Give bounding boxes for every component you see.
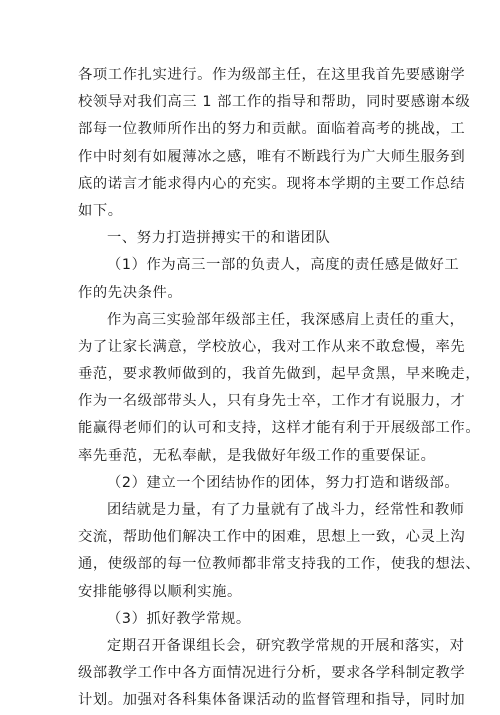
paragraph-line: 通，使级部的每一位教师都非常支持我的工作，使我的想法、 xyxy=(78,556,481,573)
subsection-heading: （3）抓好教学常规。 xyxy=(107,610,251,627)
paragraph-line: 作为高三实验部年级部主任，我深感肩上责任的重大， xyxy=(107,311,465,328)
paragraph-line: 安排能够得以顺利实施。 xyxy=(78,583,242,600)
paragraph-line: 部每一位教师所作出的努力和贡献。面临着高考的挑战，工 xyxy=(78,121,466,138)
paragraph-line: 作中时刻有如履薄冰之感，唯有不断践行为广大师生服务到 xyxy=(78,148,466,165)
paragraph-line: 底的诺言才能求得内心的充实。现将本学期的主要工作总结 xyxy=(78,175,466,192)
paragraph-line: 如下。 xyxy=(78,202,123,219)
paragraph-line: 能赢得老师们的认可和支持，这样才能有利于开展级部工作。 xyxy=(78,420,481,437)
paragraph-line: 计划。加强对各科集体备课活动的监督管理和指导，同时加 xyxy=(78,692,466,709)
paragraph-line: 各项工作扎实进行。作为级部主任，在这里我首先要感谢学 xyxy=(78,67,466,83)
section-heading: 一、努力打造拼搏实干的和谐团队 xyxy=(107,230,331,247)
subsection-heading: （1）作为高三一部的负责人，高度的责任感是做好工 xyxy=(107,257,460,274)
paragraph-line: 校领导对我们高三 1 部工作的指导和帮助，同时要感谢本级 xyxy=(78,94,471,111)
paragraph-line: 定期召开备课组长会，研究教学常规的开展和落实，对 xyxy=(107,637,465,654)
paragraph-line: 垂范，要求教师做到的，我首先做到，起早贪黑，早来晚走， xyxy=(78,366,481,383)
paragraph-line: 交流，帮助他们解决工作中的困难，思想上一致，心灵上沟 xyxy=(78,529,466,546)
subsection-heading-cont: 作的先决条件。 xyxy=(78,284,183,301)
paragraph-line: 为了让家长满意，学校放心，我对工作从来不敢怠慢，率先 xyxy=(78,338,466,355)
paragraph-line: 团结就是力量，有了力量就有了战斗力，经常性和教师 xyxy=(107,502,465,518)
subsection-heading: （2）建立一个团结协作的团体，努力打造和谐级部。 xyxy=(107,474,460,491)
paragraph-line: 级部教学工作中各方面情况进行分析，要求各学科制定教学 xyxy=(78,665,466,682)
paragraph-line: 作为一名级部带头人，只有身先士卒，工作才有说服力，才 xyxy=(78,393,466,410)
document-body xyxy=(78,62,481,715)
paragraph-line: 率先垂范，无私奉献，是我做好年级工作的重要保证。 xyxy=(78,447,436,464)
